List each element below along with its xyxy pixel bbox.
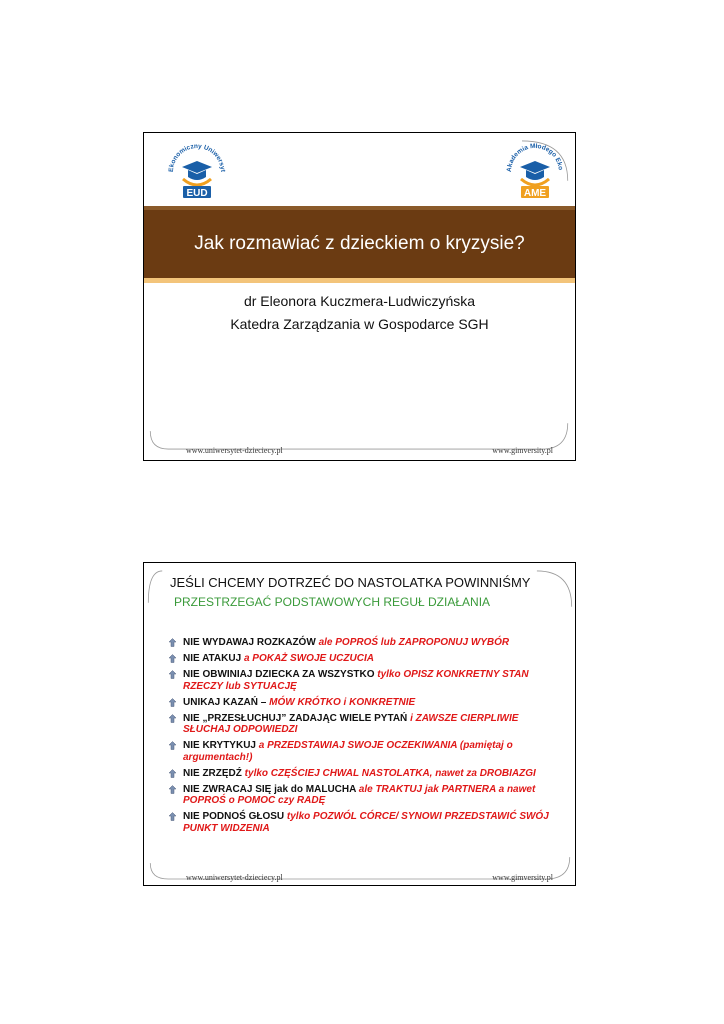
arrow-bullet-icon bbox=[168, 714, 177, 727]
footer-left-url: www.uniwersytet-dzieciecy.pl bbox=[186, 446, 283, 455]
eud-logo bbox=[162, 139, 232, 210]
arrow-bullet-icon bbox=[168, 812, 177, 825]
rule-prohibition-text: NIE ZRZĘDŹ bbox=[183, 767, 245, 779]
rule-prohibition-text: NIE PODNOŚ GŁOSU bbox=[183, 811, 287, 822]
rule-prohibition-text: NIE WYDAWAJ ROZKAZÓW bbox=[183, 637, 319, 648]
rule-advice-text: MÓW KRÓTKO i KONKRETNIE bbox=[269, 696, 416, 708]
rule-advice-text: a POKAŻ SWOJE UCZUCIA bbox=[243, 653, 374, 664]
author-affiliation: Katedra Zarządzania w Gospodarce SGH bbox=[230, 316, 489, 332]
rule-prohibition-text: NIE „PRZESŁUCHUJ” ZADAJĄC WIELE PYTAŃ bbox=[183, 712, 411, 724]
rule-advice-text: a PRZEDSTAWIAJ SWOJE OCZEKIWANIA (pamiętaj o argumentach!) bbox=[183, 740, 513, 763]
rule-prohibition-text: NIE ATAKUJ bbox=[183, 653, 244, 664]
svg-text:Ekonomiczny Uniwersytet Dzieci: Ekonomiczny Uniwersyt bbox=[167, 142, 227, 173]
arrow-bullet-icon bbox=[168, 785, 177, 798]
rule-item bbox=[168, 811, 564, 834]
arrow-bullet-icon bbox=[168, 638, 177, 651]
rule-item bbox=[168, 713, 564, 736]
rule-advice-text: tylko CZĘŚCIEJ CHWAL NASTOLATKA, nawet za DROBIAZGI bbox=[244, 767, 536, 779]
svg-text:Akademia Młodego Ekonomisty: Akademia Młodego Eko bbox=[505, 142, 564, 173]
arrow-bullet-icon bbox=[168, 670, 177, 683]
footer-right-url: www.gimversity.pl bbox=[492, 446, 553, 455]
rule-advice-text: ale TRAKTUJ jak PARTNERA a nawet POPROŚ o POMOC czy RADĘ bbox=[183, 783, 536, 806]
rules-list bbox=[168, 637, 564, 839]
rule-advice-text: i ZAWSZE CIERPLIWIE SŁUCHAJ ODPOWIEDZI bbox=[183, 712, 519, 735]
footer-left-url: www.uniwersytet-dzieciecy.pl bbox=[186, 873, 283, 882]
rule-item bbox=[168, 669, 564, 692]
rule-prohibition-text: NIE ZWRACAJ SIĘ bbox=[183, 783, 275, 795]
rules-heading: JEŚLI CHCEMY DOTRZEĆ DO NASTOLATKA POWINNIŚMY bbox=[170, 575, 531, 590]
footer-right-url: www.gimversity.pl bbox=[492, 873, 553, 882]
arrow-bullet-icon bbox=[168, 741, 177, 754]
author-name: dr Eleonora Kuczmera-Ludwiczyńska bbox=[243, 293, 476, 309]
rule-item bbox=[168, 653, 564, 665]
rule-item bbox=[168, 697, 564, 709]
slide-title bbox=[143, 132, 576, 461]
arrow-bullet-icon bbox=[168, 769, 177, 782]
presentation-title: Jak rozmawiać z dzieckiem o kryzysie? bbox=[194, 233, 525, 254]
slide-rules bbox=[143, 562, 576, 886]
rule-advice-text: tylko OPISZ KONKRETNY STAN RZECZY lub SYTUACJĘ bbox=[183, 669, 529, 692]
rule-advice-text: tylko POZWÓL CÓRCE/ SYNOWI PRZEDSTAWIĆ SWÓJ PUNKT WIDZENIA bbox=[183, 811, 549, 834]
ame-logo bbox=[500, 139, 570, 210]
rule-prohibition-text: NIE OBWINIAJ DZIECKA ZA WSZYSTKO bbox=[183, 669, 378, 680]
rules-subheading: PRZESTRZEGAĆ PODSTAWOWYCH REGUŁ DZIAŁANIA bbox=[174, 595, 491, 609]
svg-text:AME: AME bbox=[523, 188, 547, 199]
arrow-bullet-icon bbox=[168, 698, 177, 711]
rule-item bbox=[168, 740, 564, 763]
rule-prohibition-text: NIE KRYTYKUJ bbox=[183, 740, 259, 751]
rule-prohibition-text: UNIKAJ KAZAŃ – bbox=[183, 696, 270, 708]
rule-advice-text: ale POPROŚ lub ZAPROPONUJ WYBÓR bbox=[318, 637, 510, 648]
rule-prohibition-text: jak do MALUCHA bbox=[274, 783, 359, 795]
arrow-bullet-icon bbox=[168, 654, 177, 667]
rule-item bbox=[168, 637, 564, 649]
rule-item bbox=[168, 784, 564, 807]
title-band-accent bbox=[144, 278, 575, 283]
rule-item bbox=[168, 768, 564, 780]
svg-text:EUD: EUD bbox=[186, 188, 208, 199]
